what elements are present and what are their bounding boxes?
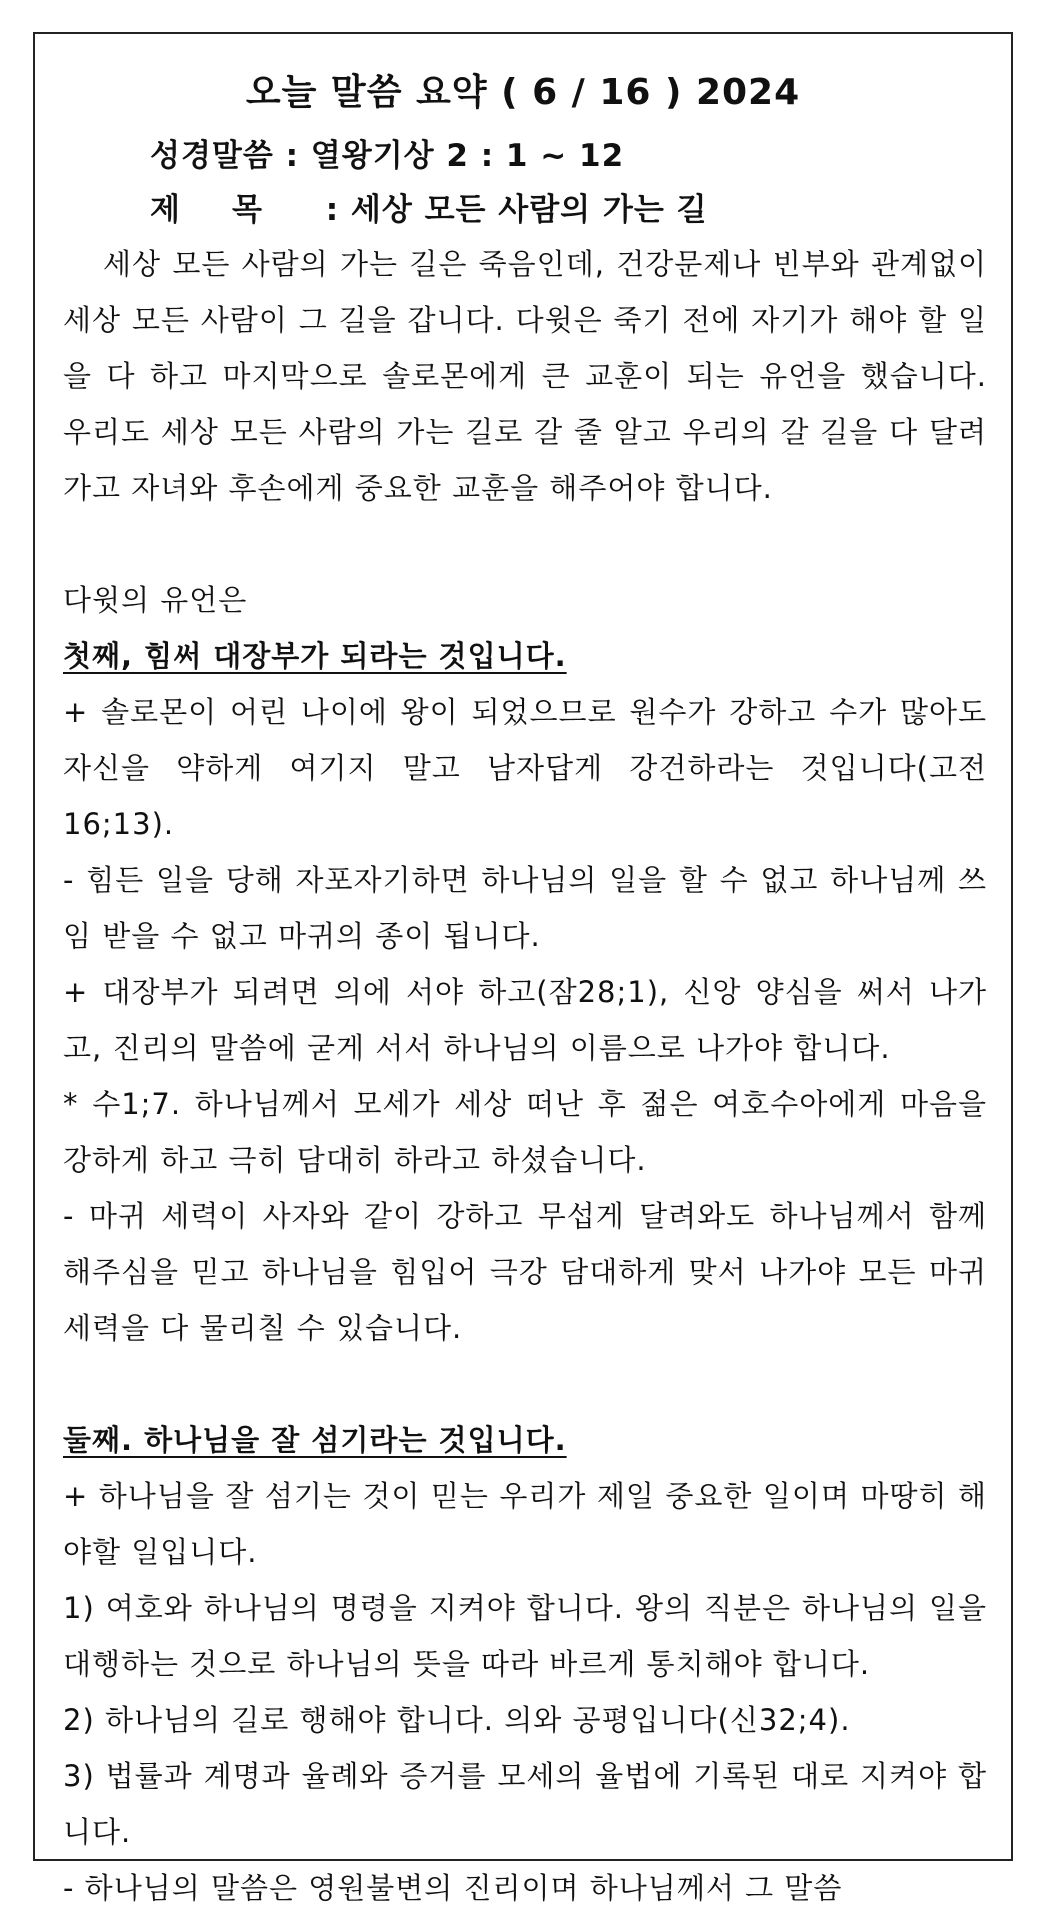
section2-line: - 하나님의 말씀은 영원불변의 진리이며 하나님께서 그 말씀 [63, 1871, 843, 1905]
section2-line: 2) 하나님의 길로 행해야 합니다. 의와 공평입니다(신32;4). [63, 1703, 851, 1737]
scripture-line [150, 130, 624, 175]
section2-line: 3) 법률과 계명과 율례와 증거를 모세의 율법에 기록된 대로 지켜야 합니다. [63, 1759, 987, 1849]
section1-line: * 수1;7. 하나님께서 모세가 세상 떠난 후 젊은 여호수아에게 마음을 강하게 하고 극히 담대히 하라고 하셨습니다. [63, 1087, 987, 1177]
paragraph-gap [63, 1356, 987, 1412]
document-title: 오늘 말씀 요약 ( 6 / 16 ) 2024 [245, 72, 801, 113]
topic-label: 제목 [150, 192, 314, 228]
scripture-separator: : [285, 138, 299, 174]
section1-line: - 힘든 일을 당해 자포자기하면 하나님의 일을 할 수 없고 하나님께 쓰임 받을 수 없고 마귀의 종이 됩니다. [63, 863, 987, 953]
scripture-value: 열왕기상 2 : 1 ~ 12 [310, 138, 625, 174]
section1-line: - 마귀 세력이 사자와 같이 강하고 무섭게 달려와도 하나님께서 함께 해주심을 믿고 하나님을 힘입어 극강 담대하게 맞서 나가야 모든 마귀 세력을 다 물리칠 수 있습니다. [63, 1199, 987, 1345]
section1-line: + 솔로몬이 어린 나이에 왕이 되었으므로 원수가 강하고 수가 많아도 자신을 약하게 여기지 말고 남자답게 강건하라는 것입니다(고전16;13). [63, 695, 987, 841]
section2-line: 1) 여호와 하나님의 명령을 지켜야 합니다. 왕의 직분은 하나님의 일을 대행하는 것으로 하나님의 뜻을 따라 바르게 통치해야 합니다. [63, 1591, 987, 1681]
section1-line: + 대장부가 되려면 의에 서야 하고(잠28;1), 신앙 양심을 써서 나가고, 진리의 말씀에 굳게 서서 하나님의 이름으로 나가야 합니다. [63, 975, 987, 1065]
sermon-summary-document [33, 32, 1013, 1905]
intro-paragraph: 세상 모든 사람의 가는 길은 죽음인데, 건강문제나 빈부와 관계없이 세상 모든 사람이 그 길을 갑니다. 다윗은 죽기 전에 자기가 해야 할 일을 다 하고 마지막으로 솔로몬에게 큰 교훈이 되는 유언을 했습니다. 우리도 세상 모든 사람의 가는 길로 갈 줄 알고 우리의 갈 길을 다 달려가고 자녀와 후손에게 중요한 교훈을 해주어야 합니다. [63, 247, 987, 505]
section1-heading: 첫째, 힘써 대장부가 되라는 것입니다. [63, 639, 567, 673]
section2-heading: 둘째. 하나님을 잘 섬기라는 것입니다. [63, 1423, 567, 1457]
section2-line: + 하나님을 잘 섬기는 것이 믿는 우리가 제일 중요한 일이며 마땅히 해야할 일입니다. [63, 1479, 987, 1569]
document-body [63, 236, 987, 1916]
testament-intro: 다윗의 유언은 [63, 583, 248, 617]
topic-separator: : [325, 192, 340, 228]
paragraph-gap [63, 516, 987, 572]
topic-value: 세상 모든 사람의 가는 길 [350, 192, 708, 228]
scripture-label: 성경말씀 [150, 138, 274, 174]
topic-line [150, 184, 708, 229]
